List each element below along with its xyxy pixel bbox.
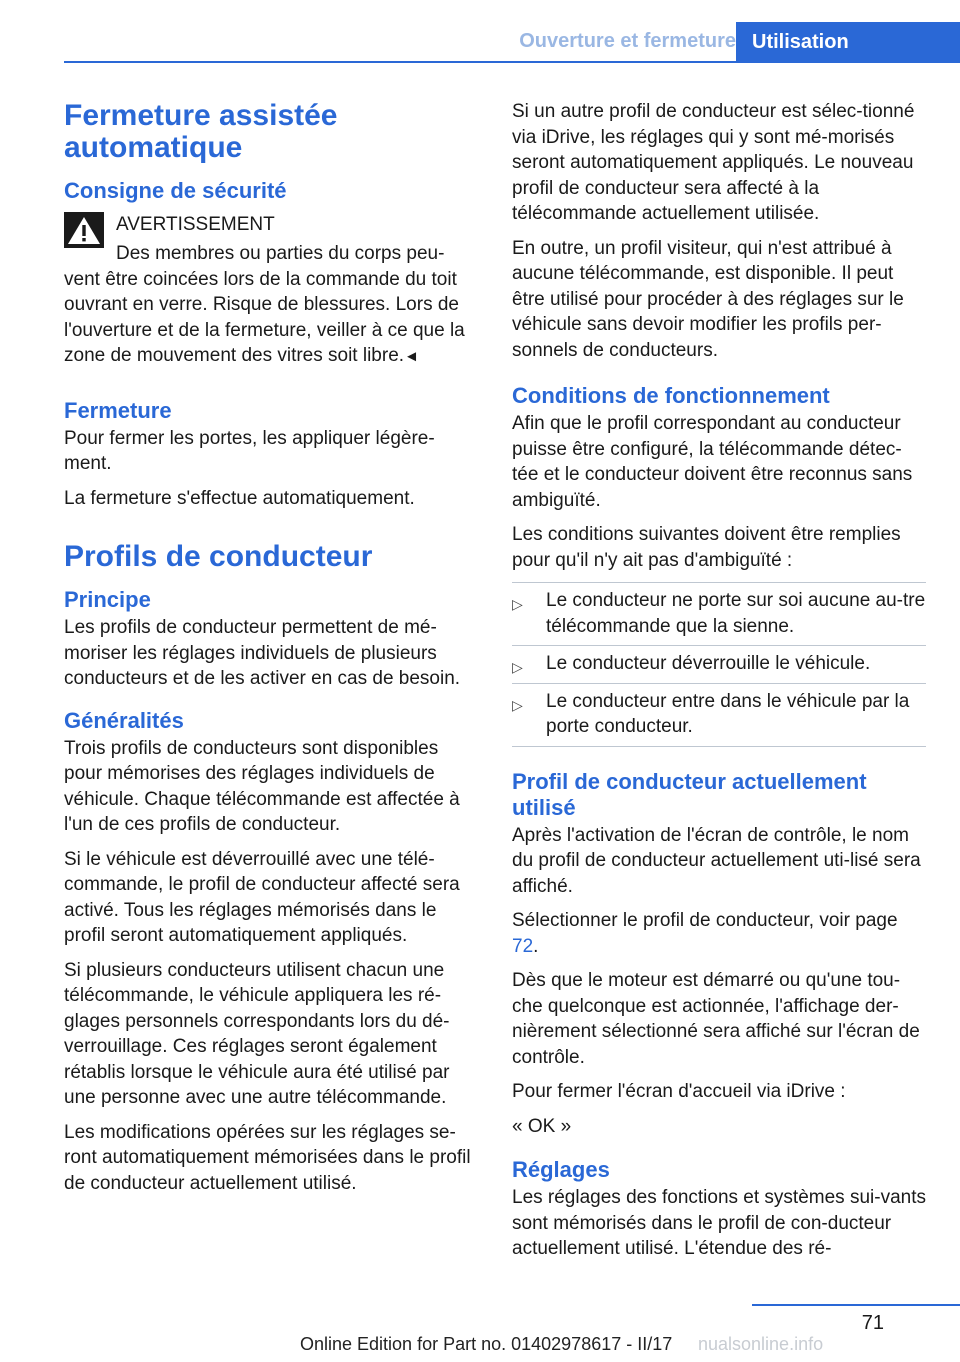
warning-block — [64, 210, 478, 370]
warning-title: AVERTISSEMENT — [116, 214, 275, 235]
paragraph-generalites-1: Trois profils de conducteurs sont disponibles pour mémorises des réglages individuels de véhicule. Chaque télécommande est affectée à l'un de ces profils de conducteur. — [64, 737, 460, 835]
list-item-text: Le conducteur déverrouille le véhicule. — [546, 653, 871, 674]
heading-conditions: Conditions de fonctionnement — [512, 383, 830, 408]
paragraph-generalites-2: Si le véhicule est déverrouillé avec une télé-commande, le profil de conducteur affecté sera activé. Tous les réglages mémorisés dans le profil seront automatiquement appliqués. — [64, 848, 460, 946]
edition-note: Online Edition for Part no. 01402978617 - II/17 — [300, 1334, 673, 1354]
paragraph-actuel-1: Après l'activation de l'écran de contrôle, le nom du profil de conducteur actuellement uti-lisé sera affiché. — [512, 824, 921, 897]
heading-generalites: Généralités — [64, 707, 184, 733]
paragraph-profil-visiteur: En outre, un profil visiteur, qui n'est attribué à aucune télécommande, est disponible. Il peut être utilisé pour procéder à des réglages sur le véhicule sans devoir modifier les profils per-sonnels de conducteurs. — [512, 237, 904, 361]
paragraph-fermeture-2: La fermeture s'effectue automatiquement. — [64, 487, 415, 509]
heading-fermeture-assistee: Fermeture assistée automatique — [64, 99, 338, 164]
header-section-title: Ouverture et fermeture — [519, 30, 736, 52]
heading-reglages: Réglages — [512, 1157, 610, 1182]
triangle-bullet-icon: ▷ — [512, 659, 523, 675]
heading-consigne-securite: Consigne de sécurité — [64, 178, 287, 203]
paragraph-autre-profil: Si un autre profil de conducteur est sélec-tionné via iDrive, les réglages qui y sont mé-morisés seront automatiquement appliqués. Le nouveau profil de conducteur sera affecté à la télécommande actuellement utilisée. — [512, 101, 915, 224]
warning-triangle-icon — [64, 212, 104, 248]
list-item-text: Le conducteur ne porte sur soi aucune au-tre télécommande que la sienne. — [546, 590, 926, 637]
header-chapter-tab: Utilisation — [736, 22, 960, 62]
paragraph-conditions-2: Les conditions suivantes doivent être remplies pour qu'il n'y ait pas d'ambiguïté : — [512, 524, 901, 571]
header-rule — [64, 61, 960, 63]
paragraph-fermeture-1: Pour fermer les portes, les appliquer légère-ment. — [64, 427, 435, 474]
page-header — [0, 0, 960, 62]
paragraph-principe: Les profils de conducteur permettent de mé-moriser les réglages individuels de plusieurs conducteurs et de les activer en cas de besoin. — [64, 617, 461, 689]
right-column — [512, 99, 926, 1271]
paragraph-generalites-3: Si plusieurs conducteurs utilisent chacun une télécommande, le véhicule appliquera les ré-glages personnels correspondants lors du dé-verrouillage. Ces réglages seront également rétablis lorsque le véhicule aura été utilisé par une personne avec une autre télécommande. — [64, 959, 450, 1108]
triangle-bullet-icon: ▷ — [512, 696, 523, 713]
list-item — [512, 583, 926, 646]
paragraph-generalites-4: Les modifications opérées sur les réglages se-ront automatiquement mémorisées dans le profil de conducteur actuellement utilisé. — [64, 1121, 471, 1194]
left-column — [64, 100, 478, 1205]
paragraph-actuel-4: Pour fermer l'écran d'accueil via iDrive : — [512, 1081, 846, 1102]
paragraph-actuel-2-text: Sélectionner le profil de conducteur, voir page — [512, 910, 898, 931]
list-item — [512, 684, 926, 747]
heading-profil-actuel: Profil de conducteur actuellement utilisé — [512, 768, 867, 820]
page-number: 71 — [861, 1312, 884, 1334]
paragraph-actuel-5: « OK » — [512, 1115, 572, 1137]
heading-profils-conducteur: Profils de conducteur — [64, 540, 373, 573]
paragraph-actuel-2-end: . — [533, 935, 539, 957]
list-item — [512, 646, 926, 684]
end-mark: ◄ — [404, 348, 419, 365]
heading-fermeture: Fermeture — [64, 397, 172, 423]
paragraph-conditions-1: Afin que le profil correspondant au conducteur puisse être configuré, la télécommande détec-tée et le conducteur doivent être reconnus sans ambiguïté. — [512, 413, 913, 511]
conditions-list — [512, 582, 926, 747]
warning-text — [64, 241, 478, 370]
paragraph-actuel-3: Dès que le moteur est démarré ou qu'une tou-che quelconque est actionnée, l'affichage der-nièrement sélectionné sera affiché sur l'écran de contrôle. — [512, 970, 920, 1068]
paragraph-actuel-2 — [512, 908, 926, 959]
watermark-text: nualsonline.info — [698, 1334, 824, 1354]
footer-rule — [752, 1304, 960, 1306]
list-item-text: Le conducteur entre dans le véhicule par la porte conducteur. — [546, 690, 910, 737]
triangle-bullet-icon: ▷ — [512, 596, 523, 612]
page-reference-link[interactable]: 72 — [512, 935, 534, 957]
warning-body: Des membres ou parties du corps peu-vent être coincées lors de la commande du toit ouvrant en verre. Risque de blessures. Lors de l'ouverture et de la fermeture, veiller à ce que la zone de mouvement des vitres soit libre. — [64, 243, 465, 366]
paragraph-reglages: Les réglages des fonctions et systèmes sui-vants sont mémorisés dans le profil de con-ducteur actuellement utilisé. L'étendue des ré- — [512, 1187, 926, 1259]
heading-principe: Principe — [64, 587, 151, 612]
